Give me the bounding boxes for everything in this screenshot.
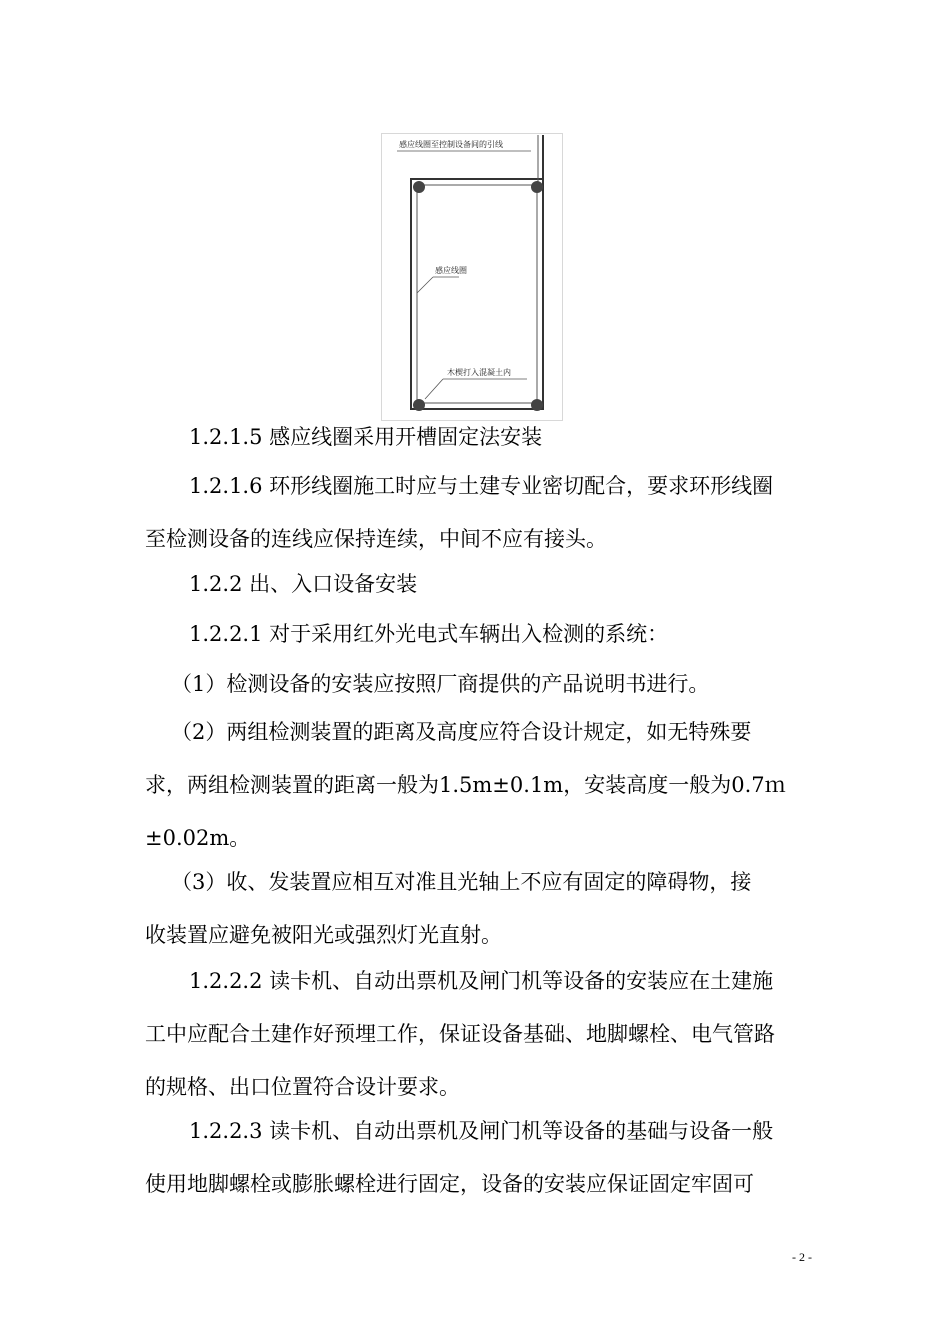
item-3 bbox=[145, 867, 810, 951]
text-line: 1.2.2.3 读卡机、自动出票机及闸门机等设备的基础与设备一般 bbox=[189, 1119, 774, 1143]
leader-bottom-arrow bbox=[425, 379, 443, 399]
text-line: 1.2.1.6 环形线圈施工时应与土建专业密切配合，要求环形线圈 bbox=[189, 474, 774, 498]
text-line: 1.2.2.1 对于采用红外光电式车辆出入检测的系统： bbox=[189, 622, 669, 646]
corner-wedge-bottom-right bbox=[531, 399, 543, 411]
corner-wedge-top-left bbox=[413, 181, 425, 193]
text-line: （3）收、发装置应相互对准且光轴上不应有固定的障碍物，接 bbox=[171, 870, 752, 894]
coil-diagram bbox=[381, 133, 563, 421]
text-line: 收装置应避免被阳光或强烈灯光直射。 bbox=[145, 923, 502, 947]
coil-installation-figure bbox=[381, 133, 563, 421]
label-coil: 感应线圈 bbox=[435, 266, 467, 275]
text-line: （2）两组检测装置的距离及高度应符合设计规定，如无特殊要 bbox=[171, 720, 752, 744]
text-line: 1.2.2 出、入口设备安装 bbox=[189, 572, 418, 596]
para-1-2-2-2 bbox=[145, 966, 810, 1103]
para-1-2-2-1 bbox=[145, 619, 854, 650]
label-lead-wire: 感应线圈至控制设备间的引线 bbox=[399, 140, 503, 149]
text-line: 的规格、出口位置符合设计要求。 bbox=[145, 1075, 460, 1099]
text-line: 求，两组检测装置的距离一般为1.5m±0.1m，安装高度一般为0.7ｍ bbox=[145, 773, 786, 797]
para-1-2-1-5 bbox=[145, 422, 854, 453]
text-line: 至检测设备的连线应保持连续，中间不应有接头。 bbox=[145, 527, 607, 551]
text-line: （1）检测设备的安装应按照厂商提供的产品说明书进行。 bbox=[171, 672, 710, 696]
label-wedge: 木楔打入混凝土内 bbox=[447, 368, 511, 377]
text-line: 1.2.1.5 感应线圈采用开槽固定法安装 bbox=[189, 425, 543, 449]
item-1 bbox=[145, 669, 836, 700]
leader-mid-arrow bbox=[417, 277, 433, 293]
corner-wedge-bottom-left bbox=[413, 399, 425, 411]
para-1-2-2-3 bbox=[145, 1116, 810, 1200]
page-number: - 2 - bbox=[792, 1250, 812, 1264]
text-line: ±0.02m。 bbox=[145, 826, 251, 850]
text-line: 使用地脚螺栓或膨胀螺栓进行固定，设备的安装应保证固定牢固可 bbox=[145, 1172, 754, 1196]
figure-frame bbox=[382, 134, 563, 421]
item-2 bbox=[145, 717, 810, 854]
text-line: 工中应配合土建作好预埋工作，保证设备基础、地脚螺栓、电气管路 bbox=[145, 1022, 775, 1046]
corner-wedge-top-right bbox=[531, 181, 543, 193]
text-line: 1.2.2.2 读卡机、自动出票机及闸门机等设备的安装应在土建施 bbox=[189, 969, 774, 993]
para-1-2-1-6 bbox=[145, 471, 810, 555]
heading-1-2-2 bbox=[145, 569, 854, 600]
